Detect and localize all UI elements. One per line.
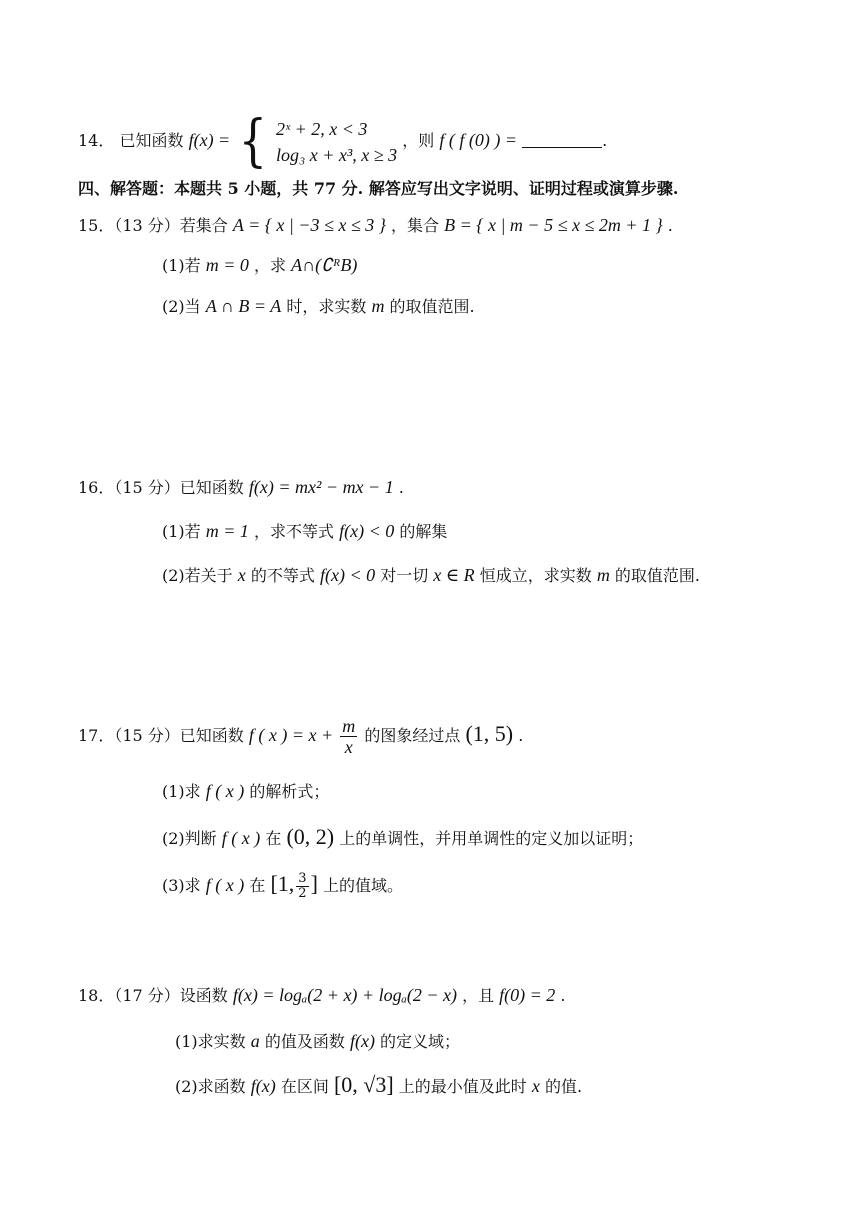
q17-p3-text: 在	[249, 876, 266, 895]
q15-p2-cond: A ∩ B = A	[205, 296, 282, 316]
q15-p1-expr: A∩(∁ᴿB)	[291, 255, 358, 275]
q15-p1-cond: m = 0	[205, 255, 249, 275]
question-18	[78, 984, 566, 1007]
q14-ask: f ( f (0) ) =	[439, 130, 518, 150]
q17-p3-end: 上的值域。	[322, 876, 403, 895]
question-17	[78, 712, 523, 758]
section-header: 四、解答题：本题共 5 小题，共 77 分. 解答应写出文字说明、证明过程或演算步骤.	[78, 179, 679, 198]
q18-end: .	[560, 986, 566, 1005]
q14-number: 14．	[78, 131, 115, 150]
q18-p1-func: f(x)	[349, 1031, 375, 1051]
q18-p2-interval: [0, √3]	[333, 1072, 394, 1097]
q16-p2-var: x	[237, 565, 246, 585]
q17-frac-den: x	[344, 737, 353, 757]
question-15	[78, 214, 673, 237]
q18-p2-text: 在区间	[280, 1077, 329, 1096]
q17-p2-text: 在	[265, 829, 282, 848]
q18-part1	[175, 1030, 460, 1053]
q16-p2-label: (2)若关于	[162, 566, 233, 585]
q18-p2-label: (2)求函数	[175, 1077, 246, 1096]
q15-mid: ，集合	[391, 216, 440, 235]
q16-p1-ineq: f(x) < 0	[339, 521, 395, 541]
q16-p1-label: (1)若	[162, 522, 201, 541]
q16-p1-cond: m = 1	[205, 521, 249, 541]
q17-p3-lb: [1,	[270, 871, 295, 896]
q18-p2-text2: 上的最小值及此时	[398, 1077, 527, 1096]
q18-p2-func: f(x)	[250, 1076, 276, 1096]
q17-end: .	[518, 726, 524, 745]
q17-p1-func: f ( x )	[205, 781, 245, 801]
q14-piece2: log₃ x + x³, x ≥ 3	[276, 144, 398, 165]
q15-part1	[162, 254, 357, 277]
q18-p1-end: 的定义域；	[380, 1032, 461, 1051]
q16-p2-dom: x ∈ R	[433, 565, 475, 585]
q16-p2-var2: m	[596, 565, 610, 585]
q16-head: 16．（15 分）已知函数	[78, 478, 244, 497]
q18-mid: ，且	[462, 986, 495, 1005]
q15-p1-text: ，求	[254, 256, 287, 275]
q16-p2-text2: 对一切	[380, 566, 429, 585]
q17-func-left: f ( x ) = x +	[248, 725, 334, 745]
q17-p3-den: 2	[298, 886, 307, 901]
q18-func: f(x) = logₐ(2 + x) + logₐ(2 − x)	[232, 985, 457, 1005]
q18-part2	[175, 1074, 582, 1098]
q15-head: 15．（13 分）若集合	[78, 216, 228, 235]
q17-frac-num: m	[342, 716, 356, 736]
q16-part1	[162, 520, 447, 543]
q17-p3-rb: ]	[310, 871, 318, 896]
q17-head: 17．（15 分）已知函数	[78, 726, 244, 745]
q17-p2-interval: (0, 2)	[286, 824, 335, 849]
q17-p1-label: (1)求	[162, 782, 201, 801]
q17-p2-func: f ( x )	[221, 828, 261, 848]
q18-p2-end: 的值.	[544, 1077, 583, 1096]
q17-p2-label: (2)判断	[162, 829, 217, 848]
q15-part2	[162, 295, 475, 318]
left-brace-icon: {	[238, 108, 268, 174]
q15-p2-text: 时，求实数	[286, 297, 367, 316]
q15-p2-end: 的取值范围.	[389, 297, 475, 316]
q14-func-label: f(x) =	[188, 130, 231, 150]
q16-p2-text3: 恒成立，求实数	[479, 566, 592, 585]
q14-then: ，则	[402, 131, 435, 150]
q15-p1-label: (1)若	[162, 256, 201, 275]
q14-text: 已知函数	[119, 131, 184, 150]
q14-end: .	[602, 131, 608, 150]
q16-end: .	[398, 478, 404, 497]
q17-p2-end: 上的单调性，并用单调性的定义加以证明；	[339, 829, 644, 848]
q18-p1-label: (1)求实数	[175, 1032, 246, 1051]
q16-p1-text: ，求不等式	[254, 522, 335, 541]
q18-cond: f(0) = 2	[499, 985, 556, 1005]
q14-piecewise	[276, 116, 397, 168]
q15-end: .	[667, 216, 673, 235]
q15-setB: B = { x | m − 5 ≤ x ≤ 2m + 1 }	[444, 215, 663, 235]
q17-p3-num: 3	[298, 871, 307, 886]
q17-p3-func: f ( x )	[205, 875, 245, 895]
question-14	[78, 108, 608, 174]
answer-blank	[522, 131, 602, 148]
q17-p3-label: (3)求	[162, 876, 201, 895]
q16-part2	[162, 564, 700, 587]
q18-p2-var: x	[531, 1076, 540, 1096]
q17-part1	[162, 780, 329, 803]
q18-head: 18．（17 分）设函数	[78, 986, 228, 1005]
q18-p1-text: 的值及函数	[264, 1032, 345, 1051]
q17-part3	[162, 864, 403, 906]
q15-p2-label: (2)当	[162, 297, 201, 316]
q17-p1-end: 的解析式；	[249, 782, 330, 801]
q16-p1-end: 的解集	[399, 522, 448, 541]
q16-p2-ineq: f(x) < 0	[319, 565, 376, 585]
q14-piece1: 2ˣ + 2, x < 3	[276, 118, 368, 139]
q17-mid: 的图象经过点	[364, 726, 461, 745]
q15-setA: A = { x | −3 ≤ x ≤ 3 }	[232, 215, 386, 235]
q15-p2-var: m	[371, 296, 385, 316]
q16-p2-text: 的不等式	[250, 566, 315, 585]
question-16	[78, 476, 404, 499]
q16-p2-end: 的取值范围.	[614, 566, 700, 585]
q16-func: f(x) = mx² − mx − 1	[248, 477, 394, 497]
q18-p1-var: a	[250, 1031, 260, 1051]
q17-point: (1, 5)	[465, 721, 514, 746]
q17-p3-fraction	[296, 872, 308, 901]
q17-fraction	[340, 716, 357, 757]
q17-part2	[162, 826, 643, 850]
